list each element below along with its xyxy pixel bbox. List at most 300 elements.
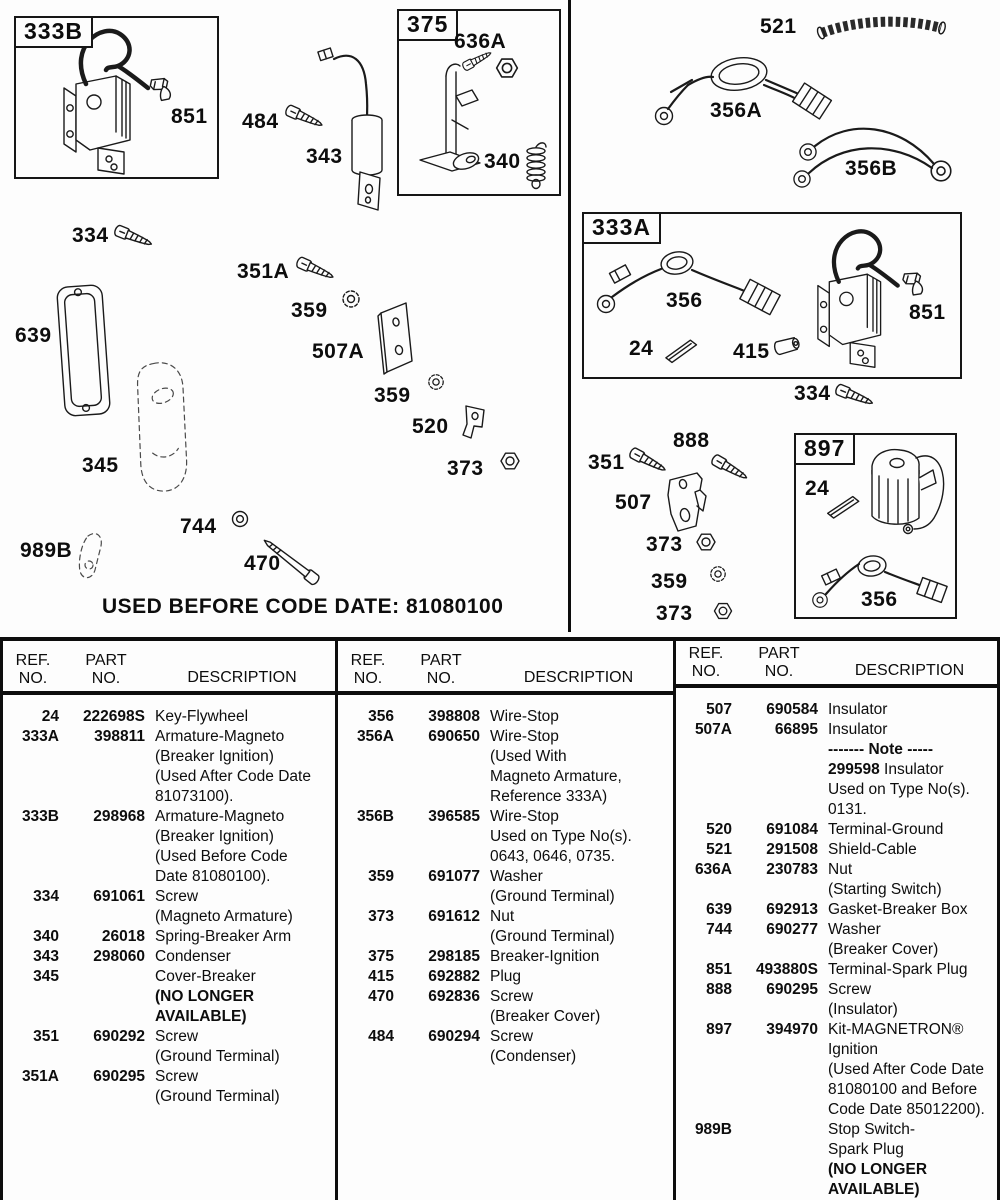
stop-switch-989B-drawing xyxy=(79,534,101,578)
description-text: Kit-MAGNETRON® xyxy=(828,1021,964,1038)
description-line xyxy=(155,1007,335,1027)
part-no: 691077 xyxy=(428,868,480,885)
description-line xyxy=(490,747,673,767)
description-line xyxy=(155,727,335,747)
description xyxy=(828,960,997,980)
part-no: 691061 xyxy=(93,888,145,905)
ref-no: 851 xyxy=(706,961,732,978)
description-line xyxy=(828,860,997,880)
description-text: 81073100). xyxy=(155,788,234,805)
ref-no: 989B xyxy=(694,1121,732,1138)
description-text: (Used After Code Date xyxy=(155,768,311,785)
description-text: Insulator xyxy=(828,721,888,738)
description-line xyxy=(490,807,673,827)
callout-851b: 851 xyxy=(909,301,946,324)
description-text: (Used After Code Date xyxy=(828,1061,984,1078)
table-row xyxy=(3,947,335,967)
description-line xyxy=(490,787,673,807)
description-line xyxy=(155,867,335,887)
description-text: Ignition xyxy=(828,1041,878,1058)
table-row xyxy=(3,887,335,927)
part-no: 291508 xyxy=(766,841,818,858)
callout-989B: 989B xyxy=(20,539,73,562)
description-line xyxy=(828,1140,997,1160)
description-line xyxy=(155,827,335,847)
description-line xyxy=(155,707,335,727)
description-line xyxy=(155,767,335,787)
description xyxy=(828,980,997,1020)
table-row xyxy=(3,967,335,1027)
table-row xyxy=(676,900,997,920)
part-no: 690584 xyxy=(766,701,818,718)
screw-334a-drawing xyxy=(113,224,153,249)
ref-no: 639 xyxy=(706,901,732,918)
description-line xyxy=(828,840,997,860)
callout-636A: 636A xyxy=(454,30,507,53)
description-text: Washer xyxy=(490,868,543,885)
callout-744: 744 xyxy=(180,515,217,538)
washer-359a-drawing xyxy=(343,291,359,307)
description-text: Gasket-Breaker Box xyxy=(828,901,968,918)
table-row xyxy=(3,727,335,807)
table-row xyxy=(338,987,673,1027)
description-line xyxy=(490,887,673,907)
table-row xyxy=(676,860,997,900)
diagram-divider xyxy=(568,0,571,632)
ref-no: 375 xyxy=(368,948,394,965)
table-row xyxy=(3,707,335,727)
description-text: Insulator xyxy=(828,701,888,718)
ref-no: 744 xyxy=(706,921,732,938)
description-text: 81080100 and Before xyxy=(828,1081,978,1098)
table-rows xyxy=(338,695,673,1067)
shield-cable-521-drawing xyxy=(816,21,946,39)
group-box-333A-label: 333A xyxy=(582,212,661,244)
part-no: 690295 xyxy=(93,1068,145,1085)
description-text: Wire-Stop xyxy=(490,708,559,725)
description-line xyxy=(828,1060,997,1080)
description xyxy=(155,947,335,967)
description-line xyxy=(828,1100,997,1120)
table-row xyxy=(338,967,673,987)
description-line xyxy=(828,900,997,920)
callout-373a: 373 xyxy=(447,457,484,480)
description-text: Date 81080100). xyxy=(155,868,271,885)
description-text: Screw xyxy=(828,981,872,998)
description-line xyxy=(828,1040,997,1060)
description-text: Used on Type No(s). xyxy=(828,781,970,798)
description-line xyxy=(155,987,335,1007)
description-text: (Ground Terminal) xyxy=(155,1048,280,1065)
description xyxy=(490,947,673,967)
table-row xyxy=(3,927,335,947)
table-row xyxy=(676,960,997,980)
cover-breaker-345-drawing xyxy=(130,360,193,493)
description-header: DESCRIPTION xyxy=(187,669,297,686)
description-line xyxy=(490,867,673,887)
table-row xyxy=(338,907,673,947)
part-no: 298185 xyxy=(428,948,480,965)
ref-no: 507 xyxy=(706,701,732,718)
part-no: 692913 xyxy=(766,901,818,918)
screw-334b-drawing xyxy=(834,383,874,408)
description-line xyxy=(490,1007,673,1027)
callout-888: 888 xyxy=(673,429,710,452)
table-row xyxy=(676,1020,997,1120)
parts-table-column-3 xyxy=(676,641,997,1200)
description-line xyxy=(828,1160,997,1180)
ref-no: 334 xyxy=(33,888,59,905)
description xyxy=(490,1027,673,1067)
description-line xyxy=(490,967,673,987)
description-text: Shield-Cable xyxy=(828,841,917,858)
part-no: 230783 xyxy=(766,861,818,878)
description xyxy=(155,707,335,727)
ref-no-header: REF. NO. xyxy=(350,652,386,687)
description-line xyxy=(155,967,335,987)
description-text: (Ground Terminal) xyxy=(490,888,615,905)
table-row xyxy=(676,980,997,1020)
parts-table-column-1 xyxy=(3,641,338,1200)
description-text: Nut xyxy=(828,861,853,878)
description-line xyxy=(155,847,335,867)
callout-359b: 359 xyxy=(374,384,411,407)
description-text: Washer xyxy=(828,921,881,938)
callout-359a: 359 xyxy=(291,299,328,322)
callout-507: 507 xyxy=(615,491,652,514)
description-line xyxy=(155,947,335,967)
description xyxy=(155,927,335,947)
ref-no: 897 xyxy=(706,1021,732,1038)
callout-356A: 356A xyxy=(710,99,763,122)
ref-no: 373 xyxy=(368,908,394,925)
callout-24b: 24 xyxy=(805,477,830,500)
description xyxy=(155,887,335,927)
gasket-639-drawing xyxy=(57,285,111,417)
description xyxy=(828,1120,997,1200)
callout-340: 340 xyxy=(484,150,521,173)
screw-888-drawing xyxy=(710,454,749,483)
description-line xyxy=(828,880,997,900)
description-text: Reference 333A) xyxy=(490,788,608,805)
callout-356a: 356 xyxy=(666,289,703,312)
description-line xyxy=(490,727,673,747)
ref-no: 415 xyxy=(368,968,394,985)
callout-343: 343 xyxy=(306,145,343,168)
callout-356B: 356B xyxy=(845,157,898,180)
description xyxy=(155,1027,335,1067)
part-no: 690277 xyxy=(766,921,818,938)
table-row xyxy=(338,807,673,867)
description xyxy=(828,700,997,720)
callout-507A: 507A xyxy=(312,340,365,363)
part-no: 26018 xyxy=(101,928,145,945)
description-line xyxy=(828,960,997,980)
description-line xyxy=(828,1000,997,1020)
description-text: Nut xyxy=(490,908,515,925)
description-text: (Breaker Cover) xyxy=(490,1008,601,1025)
ref-no: 520 xyxy=(706,821,732,838)
description xyxy=(155,967,335,1027)
description xyxy=(828,820,997,840)
description-text: Used on Type No(s). xyxy=(490,828,632,845)
description xyxy=(828,900,997,920)
description-text: Spring-Breaker Arm xyxy=(155,928,292,945)
description-line xyxy=(828,980,997,1000)
description-header: DESCRIPTION xyxy=(523,669,634,686)
part-no: 298968 xyxy=(93,808,145,825)
description-line xyxy=(828,800,997,820)
table-row xyxy=(3,1027,335,1067)
group-box-333B xyxy=(14,16,219,179)
description-line xyxy=(490,947,673,967)
description xyxy=(490,867,673,907)
description-line xyxy=(155,907,335,927)
screw-351-drawing xyxy=(628,447,667,475)
table-header xyxy=(3,641,335,695)
description-line xyxy=(490,847,673,867)
ref-no: 507A xyxy=(694,721,732,738)
description xyxy=(490,707,673,727)
ref-no: 351A xyxy=(21,1068,59,1085)
callout-24a: 24 xyxy=(629,337,654,360)
description-text: 0643, 0646, 0735. xyxy=(490,848,615,865)
description xyxy=(155,807,335,887)
ref-no: 345 xyxy=(33,968,59,985)
description-line xyxy=(490,1047,673,1067)
description-text: (Breaker Ignition) xyxy=(155,828,274,845)
callout-373c: 373 xyxy=(656,602,693,625)
part-no: 298060 xyxy=(93,948,145,965)
description xyxy=(155,727,335,807)
callout-851a: 851 xyxy=(171,105,208,128)
description xyxy=(490,907,673,947)
table-row xyxy=(3,1067,335,1107)
ref-no: 343 xyxy=(33,948,59,965)
description-text: Key-Flywheel xyxy=(155,708,249,725)
description-line xyxy=(490,987,673,1007)
ref-no: 351 xyxy=(33,1028,59,1045)
description-text: Wire-Stop xyxy=(490,808,559,825)
description-text: (Starting Switch) xyxy=(828,881,942,898)
description xyxy=(828,920,997,960)
description-text: Cover-Breaker xyxy=(155,968,256,985)
description-text: 299598 xyxy=(828,761,880,778)
description-line xyxy=(828,740,997,760)
description-text: Stop Switch- xyxy=(828,1121,916,1138)
description-text: (NO LONGER xyxy=(155,988,255,1005)
group-box-375-label: 375 xyxy=(397,9,458,41)
description-line xyxy=(490,1027,673,1047)
group-box-333B-label: 333B xyxy=(14,16,93,48)
ref-no: 24 xyxy=(41,708,59,725)
description-text: Screw xyxy=(155,1068,199,1085)
callout-356b: 356 xyxy=(861,588,898,611)
callout-639: 639 xyxy=(15,324,52,347)
description-line xyxy=(490,927,673,947)
description-text: Magneto Armature, xyxy=(490,768,622,785)
description-text: Screw xyxy=(490,988,534,1005)
part-no-header: PART NO. xyxy=(758,645,800,680)
screw-484-drawing xyxy=(284,104,324,130)
description-line xyxy=(490,827,673,847)
ref-no: 888 xyxy=(706,981,732,998)
callout-334b: 334 xyxy=(794,382,831,405)
part-no: 398811 xyxy=(94,728,145,745)
description xyxy=(828,720,997,820)
description-line xyxy=(828,1080,997,1100)
description-text: (Ground Terminal) xyxy=(490,928,615,945)
part-no-header: PART NO. xyxy=(85,652,127,687)
description-text: Insulator xyxy=(879,761,944,778)
description-text: Terminal-Ground xyxy=(828,821,944,838)
table-row xyxy=(676,720,997,820)
washer-359c-drawing xyxy=(711,567,725,581)
ref-no: 333A xyxy=(21,728,59,745)
callout-484: 484 xyxy=(242,110,279,133)
description xyxy=(828,840,997,860)
table-row xyxy=(676,700,997,720)
ref-no: 340 xyxy=(33,928,59,945)
description-line xyxy=(828,1120,997,1140)
ref-no: 470 xyxy=(368,988,394,1005)
part-no: 493880S xyxy=(755,961,818,978)
ref-no: 356A xyxy=(356,728,394,745)
description-text: (Used With xyxy=(490,748,567,765)
description-line xyxy=(155,787,335,807)
insulator-507A-drawing xyxy=(378,303,412,374)
description-line xyxy=(155,1087,335,1107)
description xyxy=(828,860,997,900)
part-no: 691612 xyxy=(428,908,480,925)
table-row xyxy=(676,840,997,860)
code-date-note: USED BEFORE CODE DATE: 81080100 xyxy=(102,595,504,618)
description-text: (Breaker Ignition) xyxy=(155,748,274,765)
description-line xyxy=(828,780,997,800)
description-text: Screw xyxy=(155,888,199,905)
parts-table-column-2 xyxy=(338,641,676,1200)
part-no: 66895 xyxy=(774,721,818,738)
description-line xyxy=(828,760,997,780)
description-text: (Ground Terminal) xyxy=(155,1088,280,1105)
part-no: 394970 xyxy=(766,1021,818,1038)
table-row xyxy=(338,947,673,967)
description-text: Breaker-Ignition xyxy=(490,948,600,965)
description-text: Condenser xyxy=(155,948,231,965)
description-line xyxy=(155,1027,335,1047)
description-line xyxy=(490,767,673,787)
description xyxy=(155,1067,335,1107)
ref-no-header: REF. NO. xyxy=(688,645,724,680)
washer-744-drawing xyxy=(233,512,248,527)
description-header: DESCRIPTION xyxy=(854,662,965,679)
part-no: 690292 xyxy=(93,1028,145,1045)
description-line xyxy=(155,1047,335,1067)
description-text: 0131. xyxy=(828,801,867,818)
table-row xyxy=(676,1120,997,1200)
description-line xyxy=(828,820,997,840)
terminal-520-drawing xyxy=(463,406,484,438)
table-row xyxy=(338,707,673,727)
description-line xyxy=(828,720,997,740)
description-text: AVAILABLE) xyxy=(828,1181,920,1198)
condenser-343-drawing xyxy=(318,48,382,210)
callout-373b: 373 xyxy=(646,533,683,556)
description xyxy=(828,1020,997,1120)
part-no: 690295 xyxy=(766,981,818,998)
description xyxy=(490,727,673,807)
description xyxy=(490,967,673,987)
group-box-897-label: 897 xyxy=(794,433,855,465)
description-text: Spark Plug xyxy=(828,1141,904,1158)
callout-470: 470 xyxy=(244,552,281,575)
description xyxy=(490,987,673,1027)
part-no: 398808 xyxy=(428,708,480,725)
description-line xyxy=(155,807,335,827)
washer-359b-drawing xyxy=(429,375,443,389)
description-text: (Magneto Armature) xyxy=(155,908,293,925)
table-row xyxy=(676,820,997,840)
part-no: 690294 xyxy=(428,1028,480,1045)
ref-no: 356 xyxy=(368,708,394,725)
part-no-header: PART NO. xyxy=(420,652,462,687)
description-line xyxy=(828,700,997,720)
description xyxy=(490,807,673,867)
nut-373b-drawing xyxy=(697,534,715,550)
table-header xyxy=(676,641,997,688)
table-row xyxy=(676,920,997,960)
table-rows xyxy=(676,688,997,1200)
screw-351A-drawing xyxy=(295,256,335,282)
callout-520: 520 xyxy=(412,415,449,438)
description-text: (Condenser) xyxy=(490,1048,577,1065)
nut-373c-drawing xyxy=(714,604,731,619)
description-text: (Insulator) xyxy=(828,1001,898,1018)
description-line xyxy=(490,907,673,927)
description-line xyxy=(155,887,335,907)
description-text: Screw xyxy=(155,1028,199,1045)
table-row xyxy=(3,807,335,887)
part-no: 222698S xyxy=(82,708,145,725)
description-line xyxy=(155,1067,335,1087)
description-line xyxy=(828,1020,997,1040)
ref-no: 359 xyxy=(368,868,394,885)
ref-no: 521 xyxy=(706,841,732,858)
callout-345: 345 xyxy=(82,454,119,477)
insulator-507-drawing xyxy=(668,473,706,531)
description-text: Terminal-Spark Plug xyxy=(828,961,968,978)
description-text: Screw xyxy=(490,1028,534,1045)
description-line xyxy=(155,927,335,947)
callout-334a: 334 xyxy=(72,224,109,247)
callout-415: 415 xyxy=(733,340,770,363)
part-no: 691084 xyxy=(766,821,818,838)
description-text: Armature-Magneto xyxy=(155,728,285,745)
description-text: ------- Note ----- xyxy=(828,741,933,758)
part-no: 692836 xyxy=(428,988,480,1005)
part-no: 692882 xyxy=(428,968,480,985)
description-text: Plug xyxy=(490,968,522,985)
table-rows xyxy=(3,695,335,1107)
ref-no: 636A xyxy=(694,861,732,878)
description-line xyxy=(828,940,997,960)
table-row xyxy=(338,727,673,807)
nut-373a-drawing xyxy=(501,453,519,469)
description-text: AVAILABLE) xyxy=(155,1008,247,1025)
description-text: (Used Before Code xyxy=(155,848,288,865)
description-line xyxy=(828,920,997,940)
description-text: Code Date 85012200). xyxy=(828,1101,985,1118)
